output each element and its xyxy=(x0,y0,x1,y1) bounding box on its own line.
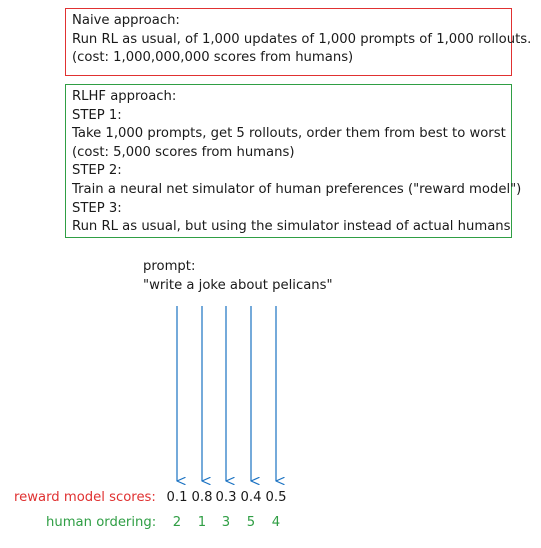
rlhf-step3-heading: STEP 3: xyxy=(72,200,122,216)
rlhf-step3-text: Run RL as usual, but using the simulator instead of actual humans xyxy=(72,219,511,235)
rlhf-step1-heading: STEP 1: xyxy=(72,107,122,123)
human-rank-3: 3 xyxy=(221,515,231,530)
rlhf-step2-text: Train a neural net simulator of human preferences ("reward model") xyxy=(72,181,522,197)
human-rank-5: 4 xyxy=(271,515,281,530)
reward-score-4: 0.4 xyxy=(240,490,262,505)
reward-score-5: 0.5 xyxy=(265,490,287,505)
human-rank-1: 2 xyxy=(172,515,182,530)
human-ordering-label: human ordering: xyxy=(46,515,157,530)
rlhf-step1-cost: (cost: 5,000 scores from humans) xyxy=(72,144,295,160)
prompt-text: "write a joke about pelicans" xyxy=(143,278,333,293)
reward-score-1: 0.1 xyxy=(166,490,188,505)
rlhf-line-title: RLHF approach: xyxy=(72,89,177,104)
reward-model-scores-label: reward model scores: xyxy=(14,490,156,505)
naive-line-cost: (cost: 1,000,000,000 scores from humans) xyxy=(72,50,354,66)
rlhf-step1-text: Take 1,000 prompts, get 5 rollouts, order them from best to worst xyxy=(72,126,506,142)
naive-line-description: Run RL as usual, of 1,000 updates of 1,000 prompts of 1,000 rollouts. xyxy=(72,31,532,47)
rlhf-step2-heading: STEP 2: xyxy=(72,163,122,179)
reward-score-3: 0.3 xyxy=(215,490,237,505)
prompt-label: prompt: xyxy=(143,259,196,274)
naive-line-title: Naive approach: xyxy=(72,13,180,28)
human-rank-4: 5 xyxy=(246,515,256,530)
human-rank-2: 1 xyxy=(197,515,207,530)
reward-score-2: 0.8 xyxy=(191,490,213,505)
